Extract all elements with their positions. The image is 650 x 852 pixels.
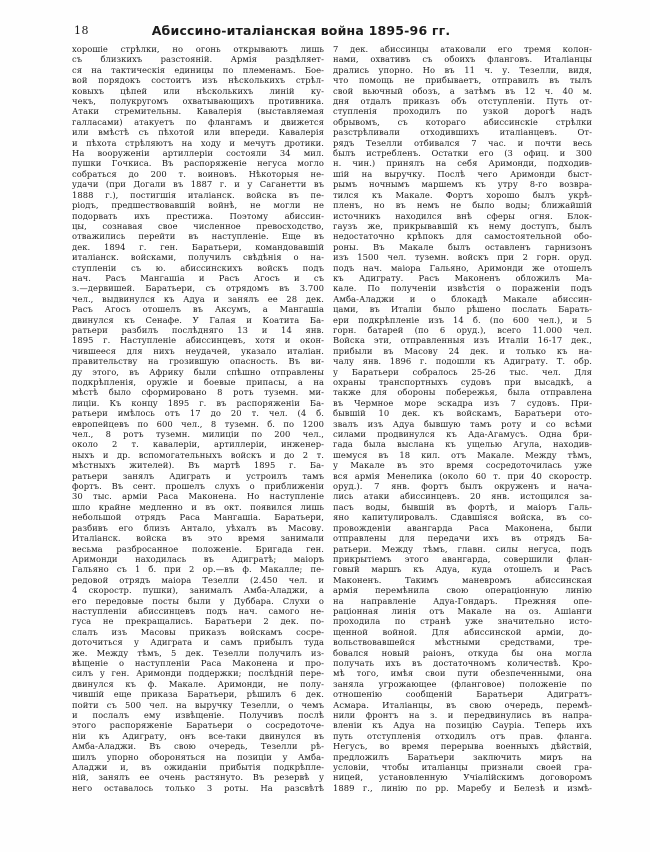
text-line: разстрѣливали отходившихъ италіанцевъ. От- [333,127,592,138]
text-line: недостаточно крѣпокъ для самостоятельной обо- [333,231,592,242]
text-line: Расъ Агосъ отошелъ въ Аксумъ, а Мангашіа [72,304,324,315]
text-line: подорвать ихъ престижа. Поэтому абиссин- [72,210,324,221]
text-line: ратьери. Между тѣмъ, главн. силы негуса, подъ [333,543,592,554]
text-line: ступленіи съ ю. абиссинскихъ войскъ подъ [72,262,324,273]
text-line: свой вьючный обозъ, а затѣмъ въ 12 ч. 40 м. [333,85,592,96]
text-line: фортъ. Въ сент. прошелъ слухъ о приближеніи [72,481,324,492]
text-line: чел., выдвинулся къ Адуа и занялъ ее 28 дек. [72,293,324,304]
text-line: весьма разбросанное положеніе. Бригада ген. [72,543,324,554]
text-line: шій на выручку. Послѣ чего Аримонди быст- [333,168,592,179]
text-line: около 2 т. кавалеріи, артиллеріи, инженер- [72,439,324,450]
text-line: и послалъ ему извѣщеніе. Получивъ послѣ [72,710,324,720]
text-line: лись атаки абиссинцевъ. 20 янв. истощился за- [333,491,592,502]
text-line: на направленіе Адуа-Гондаръ. Прежняя опе- [333,595,592,606]
text-line: горн. батарей (по 6 оруд.), всего 11.000 чел. [333,324,592,335]
text-line: Италіанск. войска въ это время занимали [72,533,324,544]
text-line: этого распоряженіе Баратьери о сосредоточе- [72,720,324,731]
text-line: 7 дек. абиссинцы атаковали его тремя колон- [333,44,592,54]
text-line: вой порядокъ состоитъ изъ нѣсколькихъ стрѣл- [72,75,324,86]
text-line: тился къ Макале. Фортъ хорошо былъ укрѣ- [333,189,592,200]
text-line: вся армія Менелика (около 60 т. при 40 скоростр. [333,470,592,481]
text-line: 4 скоростр. пушки), занималъ Амба-Аладжи, а [72,585,324,596]
text-line: 1895 г. Наступленіе абиссинцевъ, хотя и окон- [72,335,324,346]
text-line: ратьери занялъ Адиграть и устроилъ тамъ [72,470,324,481]
text-line: 30 тыс. арміи Раса Маконена. Но наступленіе [72,491,324,502]
text-line: Аладжи и, въ ожиданіи прибытія подкрѣпле- [72,762,324,773]
text-line: вѣщеніе о наступленіи Раса Маконена и про- [72,657,324,668]
text-line: шилъ упорно обороняться на позиціи у Амба- [72,751,324,762]
text-line: отважились перейти въ наступленіе. Еще въ [72,231,324,242]
text-line: ратьери разбилъ послѣдняго 13 и 14 янв. [72,324,324,335]
text-line: прибыли въ Масову 24 дек. и только къ на- [333,345,592,356]
text-line: чекъ, полукругомъ охватывающихъ противника. [72,96,324,107]
text-line: гада была выслана къ ущелью Агула, находив- [333,439,592,450]
text-line: дек. 1894 г. ген. Баратьери, командовавшій [72,241,324,252]
text-line: удачи (при Догали въ 1887 г. и у Саганетти въ [72,179,324,190]
text-line: доточиться у Адиграта и самъ прибылъ туда [72,637,324,648]
text-line: гаузъ же, прикрывавшій къ нему доступъ, былъ [333,220,592,231]
page-number: 18 [74,24,89,37]
text-line: нами, охвативъ съ обоихъ фланговъ. Италіанцы [333,54,592,65]
text-line: двинулся къ ф. Макале. Аримонди, не полу- [72,678,324,689]
text-columns [72,44,592,796]
text-line: цами, въ Италіи было рѣшено послать Барать- [333,304,592,315]
text-line: вленіи къ Адуа на позицію Сауріа. Теперь ихъ [333,720,592,731]
text-line: отправлены для передачи ихъ въ отрядъ Ба- [333,533,592,544]
text-line: ницей, установленную Учіалійскимъ договоромъ [333,772,592,783]
text-line: лиціи. Къ концу 1895 г. въ распоряженіи Ба- [72,397,324,408]
text-line: галласами) атакуетъ по флангамъ и движется [72,116,324,127]
text-line: къ Адиграту. Расъ Маконенъ обложилъ Ма- [333,272,592,283]
text-line: ся на тактическія единицы по племенамъ. Бое- [72,64,324,75]
text-line: небольшой отрядъ Раса Мангашіа. Баратьери, [72,512,324,523]
text-line: него оставалось только 3 роты. На разсвѣтѣ [72,782,324,793]
text-line: путь отступленія отходилъ отъ прав. фланга. [333,730,592,741]
text-line: чалу янв. 1896 г. подошли къ Адиграту. Т. обр. [333,356,592,367]
text-line: бовался новый раіонъ, откуда бы она могла [333,647,592,658]
text-line: пушки Гочкиса. Въ распоряженіе негуса могло [72,158,324,169]
text-line: шло крайне медленно и въ окт. появился лишь [72,501,324,512]
text-line: ступленія проходилъ по узкой дорогѣ надъ [333,106,592,117]
text-line: прикрытіемъ этого авангарда, совершили флан- [333,553,592,564]
text-line: редовой отрядъ маіора Тезелли (2.450 чел. и [72,574,324,585]
text-line: шемуся въ 18 кил. отъ Макале. Между тѣмъ, [333,449,592,460]
text-line: двинулся къ Сенафе. У Галая и Коатита Ба- [72,314,324,325]
text-line: источникъ находился внѣ сферы огня. Блок- [333,210,592,221]
text-line: ній, занялъ ее очень растянуто. Въ резервѣ у [72,772,324,783]
text-line: щенной войной. Для абиссинской арміи, до- [333,626,592,637]
text-line: ніи къ Адиграту, онъ все-таки двинулся въ [72,730,324,741]
text-line: чел., 8 ротъ туземн. милиціи по 200 чел., [72,429,324,440]
text-line: пасъ воды, бывшій въ фортѣ, и маіоръ Галь- [333,501,592,512]
text-line: Атаки стремительны. Кавалерія (выставляемая [72,106,324,117]
running-head-title: Абиссино-италіанская война 1895-96 гг. [151,23,451,38]
text-line: провожденіи авангарда Раса Маконена, были [333,522,592,533]
text-line: хорошіе стрѣлки, но огонь открываютъ лишь [72,44,324,54]
text-line: оруд.). 7 янв. фортъ былъ окруженъ и нача- [333,481,592,492]
text-line: что помощь не прибываетъ, отправилъ въ тылъ [333,75,592,86]
text-line: з.—дервишей. Баратьери, съ отрядомъ въ 3.700 [72,283,324,294]
text-line: пленъ, но въ немъ не было воды; ближайшій [333,200,592,211]
text-line: рымъ ночнымъ маршемъ къ утру 8-го возвра- [333,179,592,190]
text-line: цы, сознавая свое численное превосходство, [72,220,324,231]
text-line: разбивъ его близъ Антало, уѣхалъ въ Масову. [72,522,324,533]
text-line: н. чин.) принялъ на себя Аримонди, подходив- [333,158,592,169]
text-line: изъ 1500 чел. туземн. войскъ при 2 горн. оруд. [333,252,592,263]
text-line: ратьери имѣлось отъ 17 до 20 т. чел. (4 б. [72,408,324,419]
text-line: ныхъ и др. вспомогательныхъ войскъ и до 2 т. [72,449,324,460]
text-line: нили фронтъ на з. и передвинулись въ напра- [333,710,592,720]
text-line: ріодъ, предшествовавшій войнѣ, не могли не [72,200,324,211]
text-line: проходила по странѣ уже значительно исто- [333,616,592,627]
text-line: чившій еще приказа Баратьери, рѣшилъ 6 дек. [72,689,324,700]
text-line: получать ихъ въ достаточномъ количествѣ. Кро- [333,657,592,668]
text-line: былъ истребленъ. Остатки его (3 офиц. и 300 [333,148,592,159]
text-line: гуса не прекращались. Баратьери 2 дек. по- [72,616,324,627]
text-line: силъ у ген. Аримонди поддержки; послѣдній пере- [72,668,324,679]
text-line: также для обороны побережья, была отправлена [333,387,592,398]
text-line: вольствовавшейся мѣстными средствами, тре- [333,637,592,648]
text-line: 1888 г.), постигшія италіанск. войска въ пе- [72,189,324,200]
text-line: въ Чермное море эскадра изъ 7 судовъ. При- [333,397,592,408]
text-line: силами продвинулся къ Ада-Агамусъ. Одна бри- [333,429,592,440]
text-line: ковыхъ цѣпей или нѣсколькихъ линій ку- [72,85,324,96]
text-line: собраться до 200 т. воиновъ. Нѣкоторыя не- [72,168,324,179]
text-line: раціонная линія отъ Макале на оз. Ашіанги [333,605,592,616]
text-line: Гальяно съ 1 б. при 2 ор.—въ ф. Макалле; пе- [72,564,324,575]
text-line: отношенію сообщеній Баратьери Адигратъ- [333,689,592,700]
text-line: роны. Въ Макале былъ оставленъ гарнизонъ [333,241,592,252]
text-line: правительству на грозившую опасность. Въ ви- [72,356,324,367]
text-line: Маконенъ. Такимъ маневромъ абиссинская [333,574,592,585]
text-line: Негусъ, во время перерыва военныхъ дѣйствій, [333,741,592,752]
text-line: охраны транспортныхъ судовъ при высадкѣ, а [333,377,592,387]
text-line: подъ нач. маіора Гальяно, Аримонди же отошелъ [333,262,592,273]
text-line: армія перемѣнила свою операціонную линію [333,585,592,596]
text-column-left [72,44,324,793]
text-line: 1889 г., линію по рр. Маребу и Белезѣ и измѣ- [333,782,592,793]
text-line: Войска эти, отправленныя изъ Италіи 16-17 дек., [333,335,592,346]
text-line: мѣстныхъ жителей). Въ мартѣ 1895 г. Ба- [72,460,324,471]
text-line: мѣстѣ было сформировано 8 ротъ туземн. ми- [72,387,324,398]
text-line: же. Между тѣмъ, 5 дек. Тезелли получилъ из- [72,647,324,658]
text-line: предложилъ Баратьери заключить миръ на [333,751,592,762]
text-column-right [333,44,592,793]
text-line: бывшій 10 дек. къ войскамъ, Баратьери ото- [333,408,592,419]
text-line: Асмара. Италіанцы, въ свою очередь, перемѣ- [333,699,592,710]
text-line: италіанск. войсками, получилъ свѣдѣнія о на- [72,252,324,263]
text-line: европейцевъ по 600 чел., 8 туземн. б. по 1200 [72,418,324,429]
text-line: пойти съ 500 чел. на выручку Тезелли, о чемъ [72,699,324,710]
text-line: говый маршъ къ Адуа, куда отошелъ и Расъ [333,564,592,575]
text-line: условіи, чтобы италіанцы признали своей гра- [333,762,592,773]
text-line: мѣ того, имѣя свои пути обезпеченными, она [333,668,592,679]
text-line: съ близкихъ разстояній. Армія раздѣляет- [72,54,324,65]
text-line: и пѣхота стрѣляютъ на ходу и мечутъ дротики. [72,137,324,148]
text-line: подкрѣпленія, оружіе и боевые припасы, а на [72,377,324,387]
text-line: кале. По полученіи извѣстія о пораженіи подъ [333,283,592,294]
text-line: яно капитулировалъ. Сдавшіяся войска, въ со- [333,512,592,523]
text-line: Амба-Аладжи и о блокадѣ Макале абиссин- [333,293,592,304]
text-line: рядъ Тезелли отбивался 7 час. и почти весь [333,137,592,148]
text-line: обрывомъ, съ котораго абиссинскіе стрѣлки [333,116,592,127]
text-line: чившееся для нихъ неудачей, указало италіан. [72,345,324,356]
text-line: его передовые посты были у Дуббара. Слухи о [72,595,324,606]
text-line: ду этого, въ Африку были спѣшно отправлены [72,366,324,377]
text-line: звалъ изъ Адуа бывшую тамъ роту и со всѣми [333,418,592,429]
text-line: дрались упорно. Но въ 11 ч. у. Тезелли, видя, [333,64,592,75]
text-line: Амба-Аладжи. Въ свою очередь, Тезелли рѣ- [72,741,324,752]
text-line: ери подкрѣпленіе изъ 14 б. (по 600 чел.), и 5 [333,314,592,325]
text-line: дня отдалъ приказъ объ отступленіи. Путь от- [333,96,592,107]
text-line: или вмѣстѣ съ пѣхотой или впереди. Кавалерія [72,127,324,138]
text-line: нач. Расъ Мангашіа и Расъ Агосъ и съ [72,272,324,283]
text-line: у Баратьери собралось 25-26 тыс. чел. Для [333,366,592,377]
text-line: заняла угрожающее (фланговое) положеніе по [333,678,592,689]
text-line: слалъ изъ Масовы приказъ войскамъ сосре- [72,626,324,637]
text-line: Аримонди находилась въ Адигратѣ; маіоръ [72,553,324,564]
text-line: у Макале въ это время сосредоточилась уже [333,460,592,471]
text-line: наступленіи абиссинцевъ подъ нач. самого не- [72,605,324,616]
text-line: На вооруженіи артиллеріи состояли 34 мил. [72,148,324,159]
